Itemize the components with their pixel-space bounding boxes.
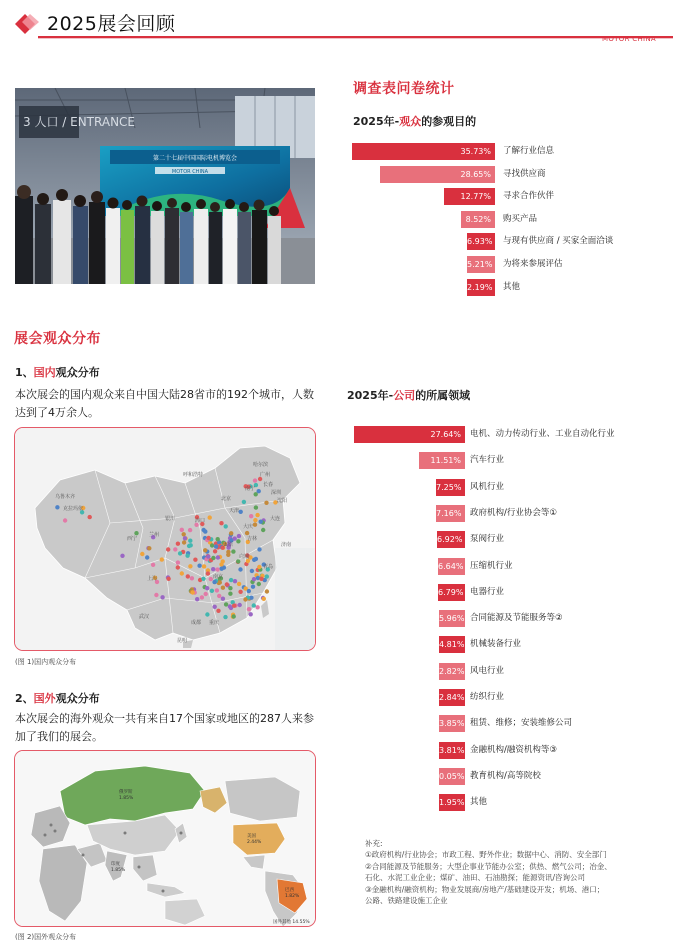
supplement-notes [365,838,665,906]
chart-bar: 3.85% [439,715,465,732]
domestic-title [15,364,100,380]
city-dot [183,536,187,540]
chart-bar: 2.19% [467,279,495,296]
overseas-map-caption: (图 2)国外观众分布 [15,933,77,941]
city-label: 哈尔滨 [253,462,269,468]
chart-bar: 12.77% [444,188,495,205]
city-dot [265,589,269,593]
city-dot [203,548,207,552]
chart-category-label: 为将来参展评估 [503,259,563,269]
city-dot [239,510,243,514]
city-dot [182,540,186,544]
city-label: 兰州 [149,532,160,538]
city-dot [188,528,192,532]
chart-category-label: 机械装备行业 [470,639,522,650]
chart-category-label: 电机、动力传动行业、工业自动化行业 [470,429,615,439]
chart-bar: 4.81% [439,636,465,653]
city-dot [224,602,228,606]
city-dot [185,554,189,558]
city-dot [63,518,67,522]
chart-category-label: 租赁、维修；安装维修公司 [470,718,573,729]
notes-line: ③金融机构/融资机构；物业发展商/房地产/基础建设开发；机场、港口； [365,884,605,894]
diamond-logo-icon [13,10,43,34]
company-field-title-highlight: 公司 [393,389,416,402]
city-dot [213,605,217,609]
city-dot [206,571,210,575]
city-dot [216,609,220,613]
city-label: 太原 [223,542,234,548]
chart-category-label: 与现有供应商 / 买家全面洽谈 [503,236,614,247]
city-dot [223,615,227,619]
city-dot [259,520,263,524]
chart-bar: 6.64% [438,558,465,575]
city-dot [253,478,257,482]
city-dot [213,549,217,553]
city-dot [253,518,257,522]
city-label: 乌鲁木齐 [55,494,76,500]
city-dot [247,589,251,593]
russia-label: 俄罗斯 [119,790,133,795]
domestic-map-caption: (图 1)国内观众分布 [15,658,77,666]
city-dot [221,559,225,563]
city-dot [243,597,247,601]
city-dot [210,543,214,547]
city-dot [228,586,232,590]
usa-value: 2.44% [247,840,262,845]
city-dot [232,614,236,618]
city-dot [232,604,236,608]
city-dot [180,571,184,575]
brand-label: MOTOR CHINA [602,35,656,43]
chart-category-label: 教育机构/高等院校 [470,770,541,781]
city-label: 南宁 [245,486,256,492]
city-dot [178,551,182,555]
city-dot [265,574,269,578]
city-dot [233,536,237,540]
booth-logo-text: MOTOR CHINA [171,169,209,175]
city-dot [219,521,223,525]
city-dot [255,605,259,609]
china-visitor-map [14,427,316,651]
overseas-description: 本次展会的海外观众一共有来自17个国家或地区的287人来参加了我们的展会。 [15,712,314,743]
city-dot [154,593,158,597]
india-value: 1.85% [111,868,126,873]
exhibition-photo [15,88,315,284]
city-dot [166,547,170,551]
city-dot [252,577,256,581]
city-label: 天津 [229,508,240,514]
city-dot [173,547,177,551]
chart-bar: 6.92% [437,531,465,548]
chart-bar: 11.51% [419,452,465,469]
city-dot [254,492,258,496]
city-dot [205,612,209,616]
city-dot [212,580,216,584]
chart-category-label: 泵阀行业 [470,534,505,545]
chart-bar: 28.65% [380,166,495,183]
city-dot [200,595,204,599]
world-visitor-map [14,750,316,927]
city-dot [249,514,253,518]
india-label: 印度 [111,862,120,867]
city-label: 吉林 [247,536,258,542]
page-header [0,0,673,44]
domestic-title-highlight: 国内 [33,366,56,379]
chart-category-label: 了解行业信息 [503,146,555,156]
chart-category-label: 其他 [470,797,488,808]
city-dot [216,555,220,559]
chart-category-label: 寻找供应商 [503,168,546,179]
visitor-purpose-title-highlight: 观众 [399,115,422,128]
chart-category-label: 风机行业 [470,481,505,492]
city-label: 青岛 [263,564,274,570]
brazil-value: 1.82% [285,894,300,899]
city-dot [231,549,235,553]
city-dot [229,531,233,535]
city-label: 长春 [263,482,274,488]
city-dot [201,577,205,581]
visitor-purpose-title-prefix: 2025年- [353,115,400,128]
city-dot [217,594,221,598]
brazil-label: 巴西 [285,888,294,893]
city-dot [250,569,254,573]
notes-title: 补充: [365,839,383,848]
header-divider-shadow [38,38,673,39]
city-dot [262,597,266,601]
chart-bar: 35.73% [352,143,495,160]
city-dot [202,564,206,568]
city-label: 克拉玛依 [63,506,84,512]
city-label: 西宁 [127,536,138,542]
chart-category-label: 纺织行业 [470,692,505,702]
city-dot [238,590,242,594]
city-dot [197,564,201,568]
chart-bar: 2.82% [439,663,465,680]
domestic-title-suffix: 观众分布 [55,366,100,379]
notes-line: ①政府机构/行业协会；市政工程、野外作业；数据中心、消防、安全部门 [365,850,607,860]
city-dot [88,515,92,519]
overseas-title-highlight: 国外 [33,692,56,705]
city-dot [218,580,222,584]
city-dot [221,597,225,601]
notes-line: 石化、水泥工业企业；煤矿、油田、石油勘探；能源资讯/咨询公司 [365,873,586,883]
company-field-title-prefix: 2025年- [347,389,394,402]
city-dot [259,577,263,581]
city-label: 呼和浩特 [183,472,204,478]
city-dot [238,567,242,571]
city-label: 广州 [260,472,271,478]
city-dot [193,558,197,562]
chart-bar: 27.64% [354,426,465,443]
city-dot [190,576,194,580]
city-label: 济南 [281,542,292,548]
chart-bar: 2.84% [439,689,465,706]
city-dot [195,597,199,601]
city-label: 沈阳 [277,498,288,504]
city-dot [226,550,230,554]
page-title: 2025展会回顾 [47,13,176,35]
city-dot [224,524,228,528]
city-dot [188,564,192,568]
city-dot [215,588,219,592]
chart-bar: 5.96% [439,610,465,627]
chart-bar: 3.81% [439,742,465,759]
notes-line: ②合同能源及节能服务；大型企事业节能办公室；供热、燃气公司；冶金、 [365,861,612,871]
domestic-description: 本次展会的国内观众来自中国大陆28省市的192个城市，人数达到了4万余人。 [15,388,314,419]
city-dot [257,582,261,586]
city-label: 白城 [239,554,250,560]
city-dot [55,505,59,509]
city-dot [191,590,195,594]
notes-line: 公路、铁路建设施工企业 [365,896,448,906]
city-dot [236,539,240,543]
city-dot [140,552,144,556]
chart-category-label: 其他 [503,281,521,292]
city-dot [180,528,184,532]
city-label: 成都 [191,620,202,626]
city-dot [176,542,180,546]
city-dot [254,557,258,561]
chart-bar: 7.16% [436,505,465,522]
city-dot [120,554,124,558]
chart-category-label: 风电行业 [470,665,505,676]
city-dot [151,563,155,567]
city-label: 重庆 [209,620,220,626]
city-dot [219,567,223,571]
chart-bar: 1.95% [439,794,465,811]
chart-category-label: 合同能源及节能服务等② [470,613,563,624]
city-dot [255,513,259,517]
overseas-title-suffix: 观众分布 [55,692,100,705]
city-label: 大庆 [243,524,254,530]
city-dot [254,505,258,509]
city-dot [238,603,242,607]
city-dot [221,586,225,590]
city-dot [176,565,180,569]
city-dot [253,523,257,527]
overseas-title [15,690,100,706]
city-dot [176,560,180,564]
hall-sign-text: 3 人口 / ENTRANCE [23,115,136,129]
city-dot [204,592,208,596]
city-dot [206,536,210,540]
city-dot [203,529,207,533]
city-dot [208,515,212,519]
city-label: 银川 [165,516,176,522]
city-dot [251,585,255,589]
chart-bar: 7.25% [436,479,465,496]
city-dot [257,547,261,551]
chart-category-label: 寻求合作伙伴 [503,191,555,202]
city-dot [160,595,164,599]
chart-bar: 5.21% [467,256,495,273]
usa-label: 美国 [247,834,256,839]
chart-category-label: 购买产品 [503,213,538,224]
chart-bar: 8.52% [461,211,495,228]
city-label: 昆明 [177,638,188,644]
chart-category-label: 金融机构/融资机构等③ [470,744,557,755]
distribution-heading: 展会观众分布 [14,331,101,347]
chart-bar: 6.93% [467,233,495,250]
city-dot [216,537,220,541]
city-dot [225,582,229,586]
city-dot [261,528,265,532]
company-field-title-suffix: 的所属领域 [415,389,471,402]
city-dot [147,546,151,550]
chart-bar: 0.05% [439,768,465,785]
city-dot [247,607,251,611]
city-dot [206,554,210,558]
city-dot [182,532,186,536]
city-label: 南京 [213,574,224,580]
city-dot [237,582,241,586]
city-dot [134,531,138,535]
visitor-purpose-title-suffix: 的参观目的 [421,115,477,128]
chart-category-label: 政府机构/行业协会等① [470,507,557,518]
city-dot [237,534,241,538]
city-dot [145,555,149,559]
overseas-other-label: 国外其他 14.55% [273,920,310,925]
company-field-title [347,387,470,403]
city-dot [211,556,215,560]
survey-heading: 调查表问卷统计 [353,81,455,97]
visitor-purpose-title [353,113,476,129]
city-label: 武汉 [139,614,150,620]
city-dot [160,557,164,561]
chart-category-label: 压缩机行业 [470,560,513,571]
city-dot [215,567,219,571]
city-dot [252,603,256,607]
domestic-title-prefix: 1、 [15,366,34,379]
city-dot [228,592,232,596]
city-dot [233,579,237,583]
city-dot [166,577,170,581]
russia-value: 1.85% [119,796,134,801]
city-dot [242,500,246,504]
city-dot [257,565,261,569]
city-dot [205,586,209,590]
city-dot [188,539,192,543]
city-dot [245,531,249,535]
overseas-title-prefix: 2、 [15,692,34,705]
city-dot [249,612,253,616]
city-dot [228,604,232,608]
city-label: 海口 [195,518,206,524]
city-dot [211,567,215,571]
city-dot [229,578,233,582]
booth-banner-text: 第二十七届中国国际电机博览会 [152,155,238,162]
chart-category-label: 汽车行业 [470,455,505,466]
city-label: 深圳 [271,490,282,496]
chart-bar: 6.79% [438,584,465,601]
city-dot [210,589,214,593]
city-label: 大连 [270,516,281,522]
city-dot [187,544,191,548]
chart-category-label: 电器行业 [470,586,505,597]
city-dot [264,501,268,505]
city-dot [214,544,218,548]
city-dot [186,574,190,578]
city-label: 北京 [221,496,232,502]
city-label: 上海 [147,576,158,582]
